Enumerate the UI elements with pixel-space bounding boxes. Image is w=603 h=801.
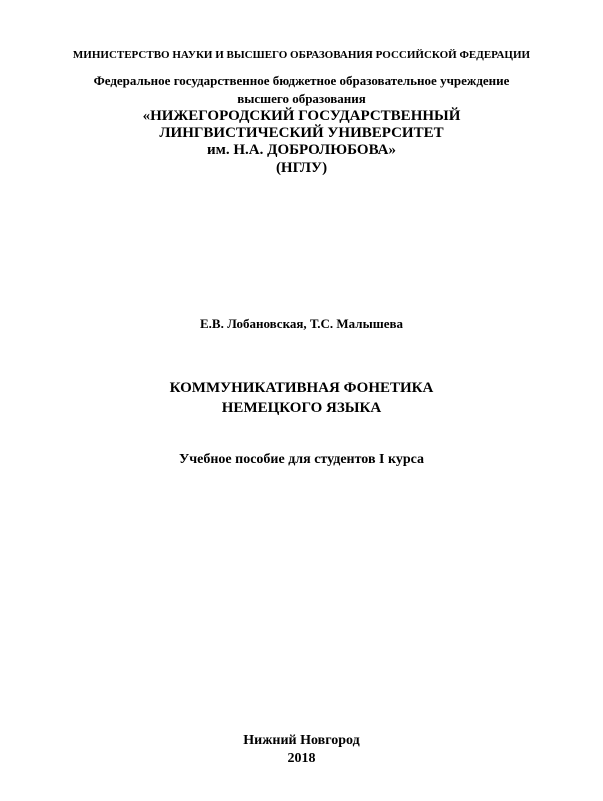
- authors: Е.В. Лобановская, Т.С. Малышева: [200, 316, 403, 331]
- university-name-line3: им. Н.А. ДОБРОЛЮБОВА»: [207, 142, 396, 158]
- book-subtitle: Учебное пособие для студентов I курса: [178, 452, 424, 467]
- institution-type-line2: высшего образования: [237, 91, 366, 106]
- university-name-line1: «НИЖЕГОРОДСКИЙ ГОСУДАРСТВЕННЫЙ: [142, 108, 461, 124]
- book-title-line1: КОММУНИКАТИВНАЯ ФОНЕТИКА: [169, 380, 434, 396]
- book-title-line2: НЕМЕЦКОГО ЯЗЫКА: [221, 400, 382, 416]
- institution-type-line1: Федеральное государственное бюджетное образовательное учреждение: [93, 73, 510, 88]
- university-abbreviation: (НГЛУ): [275, 160, 328, 176]
- publication-city: Нижний Новгород: [243, 733, 360, 748]
- publication-year: 2018: [287, 751, 316, 766]
- university-name-line2: ЛИНГВИСТИЧЕСКИЙ УНИВЕРСИТЕТ: [159, 125, 444, 141]
- ministry-name: МИНИСТЕРСТВО НАУКИ И ВЫСШЕГО ОБРАЗОВАНИЯ РОССИЙСКОЙ ФЕДЕРАЦИИ: [72, 49, 531, 61]
